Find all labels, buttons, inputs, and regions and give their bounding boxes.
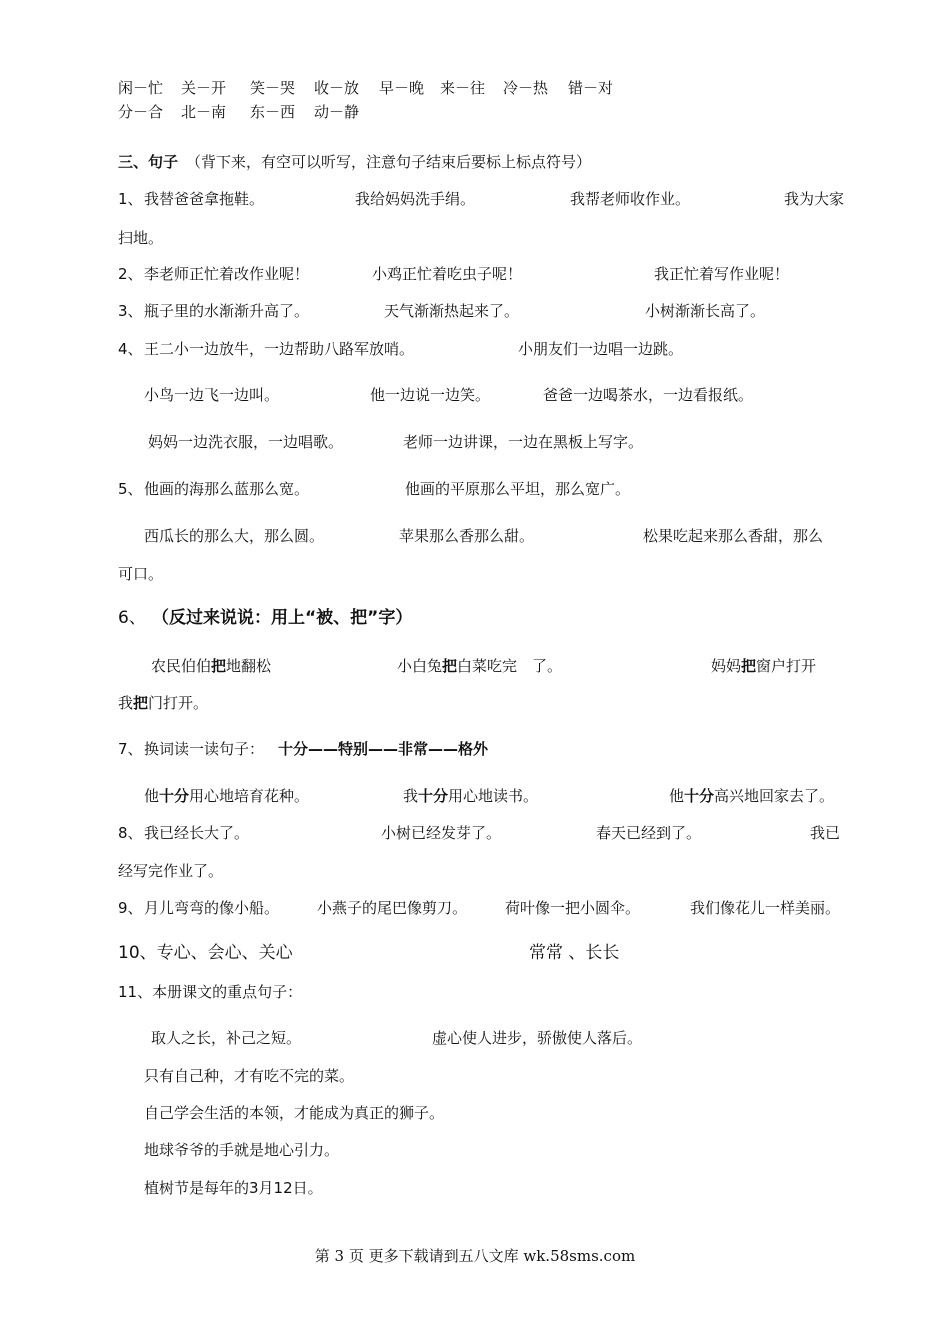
sentence: 植树节是每年的3月12日。	[144, 1179, 323, 1197]
sentence: 西瓜长的那么大，那么圆。	[144, 527, 325, 545]
sentence: 他一边说一边笑。	[370, 386, 491, 404]
sentence	[397, 655, 562, 677]
word-list: 十分——特别——非常——格外	[278, 740, 489, 758]
sentence: 地球爷爷的手就是地心引力。	[144, 1141, 340, 1159]
sentence-part: 高兴地回家去了。	[714, 787, 835, 805]
sentence: 小燕子的尾巴像剪刀。	[317, 899, 468, 917]
sentence-part: 用心地读书。	[448, 787, 539, 805]
exercise-heading: （反过来说说：用上“被、把”字）	[152, 608, 413, 628]
sentence: 我已	[810, 824, 841, 842]
sentence: 扫地。	[118, 229, 164, 247]
sentence: 李老师正忙着改作业呢！	[144, 265, 310, 283]
sentence: 我已经长大了。	[144, 824, 250, 842]
sentence: 瓶子里的水渐渐升高了。	[144, 302, 310, 320]
sentence-part: 地翻松	[226, 657, 272, 675]
sentence: 小鸡正忙着吃虫子呢！	[372, 265, 523, 283]
sentence-part: 农民伯伯	[151, 657, 212, 675]
keyword: 十分	[684, 787, 715, 805]
sentence: 我给妈妈洗手绢。	[355, 190, 476, 208]
section-title: 三、句子	[118, 153, 179, 171]
antonym-pair: 动－静	[314, 103, 360, 121]
sentence: 取人之长，补己之短。	[151, 1029, 302, 1047]
sentence	[144, 785, 309, 807]
antonym-pair: 错－对	[568, 79, 614, 97]
word-group: 常常 、长长	[529, 943, 620, 963]
sentence: 可口。	[118, 565, 164, 583]
sentence-part: 妈妈	[711, 657, 742, 675]
sentence: 经写完作业了。	[118, 862, 224, 880]
antonym-pair: 关－开	[181, 79, 227, 97]
sentence: 天气渐渐热起来了。	[384, 302, 520, 320]
sentence	[669, 785, 834, 807]
sentence: 小树已经发芽了。	[381, 824, 502, 842]
keyword: 把	[442, 657, 458, 675]
sentence: 月儿弯弯的像小船。	[144, 899, 280, 917]
sentence: 我们像花儿一样美丽。	[690, 899, 841, 917]
item-number: 6、	[118, 608, 146, 628]
item-number: 2、	[118, 265, 143, 283]
sentence: 爸爸一边喝茶水，一边看报纸。	[543, 386, 754, 404]
sentence: 小朋友们一边唱一边跳。	[518, 340, 684, 358]
antonym-pair: 东－西	[250, 103, 296, 121]
keyword: 把	[133, 694, 149, 712]
item-number: 4、	[118, 340, 143, 358]
sentence: 荷叶像一把小圆伞。	[505, 899, 641, 917]
antonym-pair: 闲－忙	[118, 79, 164, 97]
antonym-pair: 笑－哭	[250, 79, 296, 97]
sentence: 小鸟一边飞一边叫。	[144, 386, 280, 404]
sentence-part: 我	[118, 694, 134, 712]
sentence-part: 用心地培育花种。	[189, 787, 310, 805]
sentence	[118, 692, 208, 714]
antonym-pair: 早－晚	[379, 79, 425, 97]
sentence: 妈妈一边洗衣服，一边唱歌。	[148, 433, 344, 451]
section-note: （背下来，有空可以听写，注意句子结束后要标上标点符号）	[186, 153, 592, 171]
item-number: 3、	[118, 302, 143, 320]
item-number: 5、	[118, 480, 143, 498]
antonym-pair: 冷－热	[503, 79, 549, 97]
sentence: 王二小一边放牛，一边帮助八路军放哨。	[144, 340, 415, 358]
sentence	[711, 655, 816, 677]
sentence-part: 他	[669, 787, 685, 805]
sentence-part: 窗户打开	[756, 657, 817, 675]
sentence: 我正忙着写作业呢！	[654, 265, 790, 283]
item-number: 9、	[118, 899, 143, 917]
word-group: 10、专心、会心、关心	[118, 943, 293, 963]
sentence: 他画的海那么蓝那么宽。	[144, 480, 310, 498]
antonym-pair: 来－往	[440, 79, 486, 97]
item-number: 1、	[118, 190, 143, 208]
exercise-lead: 换词读一读句子：	[144, 740, 265, 758]
sentence: 只有自己种，才有吃不完的菜。	[144, 1067, 355, 1085]
sentence-part: 我	[403, 787, 419, 805]
antonym-pair: 分－合	[118, 103, 164, 121]
sentence: 春天已经到了。	[596, 824, 702, 842]
keyword: 把	[211, 657, 227, 675]
page-footer: 第 3 页 更多下载请到五八文库 wk.58sms.com	[314, 1247, 636, 1265]
keyword: 把	[741, 657, 757, 675]
sentence	[403, 785, 538, 807]
sentence: 我为大家	[784, 190, 845, 208]
item-number: 8、	[118, 824, 143, 842]
sentence-part: 他	[144, 787, 160, 805]
sentence: 他画的平原那么平坦，那么宽广。	[405, 480, 631, 498]
keyword: 十分	[159, 787, 190, 805]
sentence: 松果吃起来那么香甜，那么	[643, 527, 824, 545]
sentence: 老师一边讲课，一边在黑板上写字。	[403, 433, 644, 451]
exercise-heading: 11、本册课文的重点句子：	[118, 983, 303, 1001]
sentence: 苹果那么香那么甜。	[399, 527, 535, 545]
sentence	[151, 655, 271, 677]
antonym-pair: 北－南	[181, 103, 227, 121]
item-number: 7、	[118, 740, 143, 758]
sentence-part: 白菜吃完 了。	[457, 657, 563, 675]
sentence-part: 门打开。	[148, 694, 209, 712]
antonym-pair: 收－放	[314, 79, 360, 97]
sentence: 我替爸爸拿拖鞋。	[144, 190, 265, 208]
sentence: 我帮老师收作业。	[570, 190, 691, 208]
keyword: 十分	[418, 787, 449, 805]
sentence: 自己学会生活的本领，才能成为真正的狮子。	[144, 1104, 445, 1122]
sentence: 虚心使人进步，骄傲使人落后。	[432, 1029, 643, 1047]
sentence-part: 小白兔	[397, 657, 443, 675]
sentence: 小树渐渐长高了。	[645, 302, 766, 320]
